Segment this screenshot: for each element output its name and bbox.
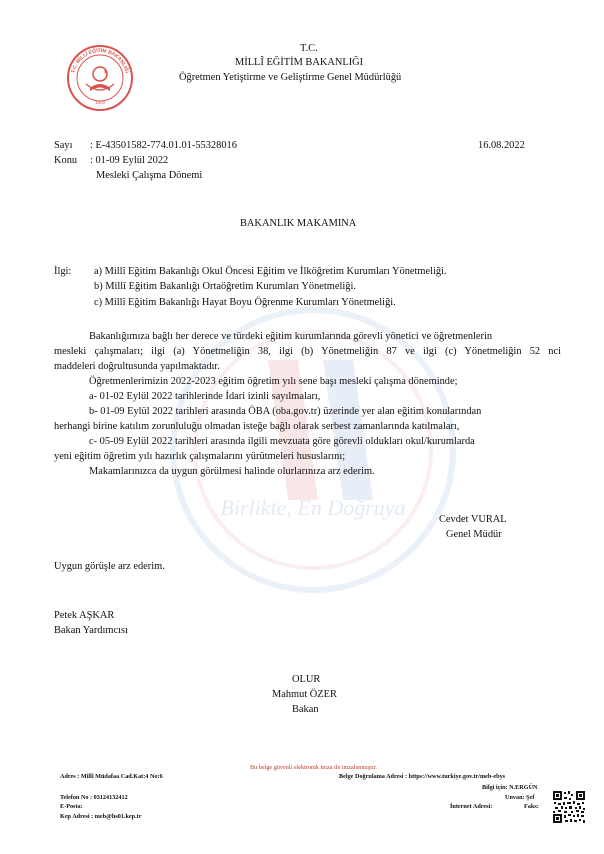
footer-faks: Faks: xyxy=(524,803,539,810)
seal-text: T.C. MİLLÎ EĞİTİM BAKANLIĞI xyxy=(70,47,130,74)
body-p4-line1: b- 01-09 Eylül 2022 tarihleri arasında ÖBA (oba.gov.tr) üzerinde yer alan eğitim konularından xyxy=(89,406,482,417)
sayi-value: : E-43501582-774.01.01-55328016 xyxy=(90,140,237,151)
signer2-title: Bakan Yardımcısı xyxy=(54,625,128,636)
body-p6: Makamlarınızca da uygun görülmesi halinde olurlarınıza arz ederim. xyxy=(89,466,375,477)
document-date: 16.08.2022 xyxy=(478,140,525,151)
body-p3: a- 01-02 Eylül 2022 tarihlerinde İdari izinli sayılmaları, xyxy=(89,391,321,402)
signer1-title: Genel Müdür xyxy=(446,529,502,540)
footer-internet: İnternet Adresi: xyxy=(450,803,493,810)
watermark-emblem xyxy=(148,300,478,600)
ilgi-item-a: a) Millî Eğitim Bakanlığı Okul Öncesi Eğitim ve İlköğretim Kurumları Yönetmeliği. xyxy=(94,266,447,277)
body-p2: Öğretmenlerimizin 2022-2023 eğitim öğretim yılı sene başı mesleki çalışma döneminde; xyxy=(89,376,458,387)
body-p5-line1: c- 05-09 Eylül 2022 tarihleri arasında ilgili mevzuata göre görevli oldukları okul/kurumlarda xyxy=(89,436,475,447)
document-title: BAKANLIK MAKAMINA xyxy=(240,218,357,229)
footer-unvan: Unvan: Şef xyxy=(505,794,535,801)
signer1-name: Cevdet VURAL xyxy=(439,514,507,525)
header-ministry: MİLLÎ EĞİTİM BAKANLIĞI xyxy=(235,57,364,68)
ilgi-item-b: b) Millî Eğitim Bakanlığı Ortaöğretim Kurumları Yönetmeliği. xyxy=(94,281,356,292)
header-directorate: Öğretmen Yetiştirme ve Geliştirme Genel Müdürlüğü xyxy=(179,72,402,83)
sayi-label: Sayı xyxy=(54,140,73,151)
footer-kep: Kep Adresi : meb@hs01.kep.tr xyxy=(60,813,142,820)
seal-year: 1920 xyxy=(94,100,106,105)
footer-address: Adres : Millî Müdafaa Cad.Kat:4 No:6 xyxy=(60,773,163,780)
body-p1-line1: Bakanlığımıza bağlı her derece ve türdeki eğitim kurumlarında görevli yönetici ve öğretmenlerin xyxy=(89,331,493,342)
footer-eposta: E-Posta: xyxy=(60,803,83,810)
body-p1-line2: mesleki çalışmaları; ilgi (a) Yönetmeliğin 38, ilgi (b) Yönetmeliğin 87 ve ilgi (c) Yönetmeliğin 52 nci xyxy=(54,346,561,357)
ilgi-label: İlgi: xyxy=(54,266,72,277)
watermark-slogan: Birlikte, En Doğruya xyxy=(220,495,406,520)
footer-phone: Telefon No : 03124132412 xyxy=(60,794,128,801)
footer-esign-notice: Bu belge güvenli elektronik imza ile imzalanmıştır. xyxy=(250,764,377,771)
body-p4-line2: herhangi birine katılım zorunluluğu olmadan isteğe bağlı olarak serbest zamanlarında katılmaları, xyxy=(54,421,460,432)
konu-value: : 01-09 Eylül 2022 xyxy=(90,155,169,166)
ministry-seal-icon xyxy=(66,44,134,112)
ilgi-item-c: c) Millî Eğitim Bakanlığı Hayat Boyu Öğrenme Kurumları Yönetmeliği. xyxy=(94,297,396,308)
konu-label: Konu xyxy=(54,155,78,166)
header-tc: T.C. xyxy=(300,43,318,54)
body-p5-line2: yeni eğitim öğretim yılı hazırlık çalışmalarını yürütmeleri hususlarını; xyxy=(54,451,346,462)
signer2-name: Petek AŞKAR xyxy=(54,610,115,621)
footer-verify-link[interactable]: Belge Doğrulama Adresi : https://www.turkiye.gov.tr/meb-ebys xyxy=(339,773,506,780)
approval-text: Uygun görüşle arz ederim. xyxy=(54,561,165,572)
olur-label: OLUR xyxy=(292,674,321,685)
olur-name: Mahmut ÖZER xyxy=(272,689,337,700)
qr-code-icon xyxy=(552,790,586,824)
body-p1-line3: maddeleri doğrultusunda yapılmaktadır. xyxy=(54,361,220,372)
footer-info: Bilgi için: N.ERGÜN xyxy=(482,784,538,791)
konu-value-2: Mesleki Çalışma Dönemi xyxy=(96,170,203,181)
olur-title: Bakan xyxy=(292,704,319,715)
